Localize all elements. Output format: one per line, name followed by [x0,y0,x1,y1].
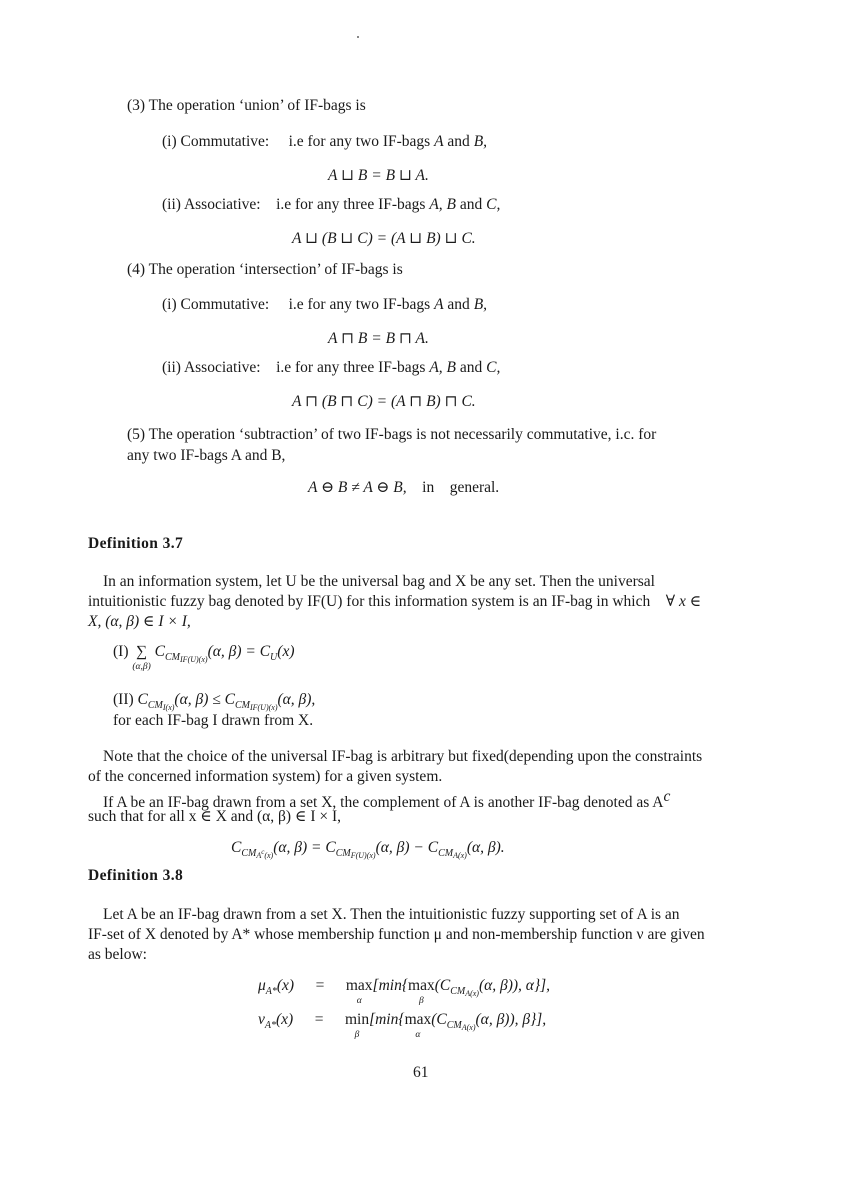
union-commutative-equation: A ⊔ B = B ⊔ A. [328,167,429,184]
item-4-ii-label: (ii) Associative: [162,359,261,376]
and-word: and [447,133,470,150]
var-a: A, [429,359,443,376]
def-3-8-line-3: as below: [88,946,147,963]
sum-index: (α,β) [132,662,151,672]
end-args: (α, β), [277,691,316,708]
equals-sign: = [315,977,325,994]
condition-2: (II) $C_{CM_{I(x)}}(\alpha$, $\beta) \le C_{CM_{IF(U)(x)}}(\alpha$, β), [113,691,316,712]
u-subscript: U [270,652,278,663]
def-3-7-line-2 [88,592,701,612]
nu-symbol: ν [258,1011,265,1028]
item-3-i-text: i.e for any two IF-bags [288,133,431,150]
item-4-ii-text: i.e for any three IF-bags [276,359,426,376]
c-symbol: C [259,643,271,660]
union-associative-equation: A ⊔ (B ⊔ C) = (A ⊔ B) ⊔ C. [292,230,476,247]
var-a: A [434,133,444,150]
beta-index: β [354,1030,360,1040]
ax-subscript: A(x) [461,1023,476,1032]
complement-equation: $C_{CM_{A^c(x)}}(\alpha$, $\beta) = C_{CM_{F(U)(x)}}(\alpha$, $\beta) - C_{CM_{A(x)}}(\alpha$, β). [231,839,505,860]
equation-args: (α, β) = [273,839,326,856]
max-alpha-operator [346,976,373,1007]
alpha-index: α [356,996,362,1006]
c-open: (C [434,977,451,994]
end-args: (α, β). [466,839,505,856]
condition-2-line-2: for each IF-bag I drawn from X. [113,712,314,729]
nu-tail: (α, β)), β}], [475,1011,547,1028]
intersection-associative-equation: A ⊓ (B ⊓ C) = (A ⊓ B) ⊓ C. [292,393,476,410]
var-c: C, [486,359,501,376]
scan-speck [357,36,359,38]
note-line-2: of the concerned information system) for a given system. [88,768,443,785]
cm-subscript: CM [446,1020,462,1031]
note-line-1: Note that the choice of the universal IF-bag is arbitrary but fixed(depending upon the constraints [103,748,703,765]
var-c: C, [486,196,501,213]
complement-superscript: c [663,788,671,805]
item-3-ii [162,195,500,215]
item-4-ii [162,358,500,378]
cm-subscript: CM [147,700,163,711]
item-4-heading: (4) The operation ‘intersection’ of IF-bags is [127,261,403,278]
cm-subscript: CM [234,700,250,711]
item-4-i-text: i.e for any two IF-bags [288,296,431,313]
ix-subscript: I(x) [162,703,175,712]
subtraction-formula: A ⊖ B ≠ A ⊖ B, [308,479,407,496]
minus-args: (α, β) − [375,839,428,856]
beta-index: β [418,996,424,1006]
ax-subscript: A(x) [453,851,467,860]
x-arg: (x) [276,977,295,994]
def-3-8-line-1: Let A be an IF-bag drawn from a set X. Then the intuitionistic fuzzy supporting set of A is an [103,906,680,923]
general-word: general. [449,479,500,496]
max-label: max [408,977,435,994]
item-4-i-label: (i) Commutative: [162,296,270,313]
def-3-7-line-3: X, (α, β) ∈ I × I, [88,613,191,630]
fu-subscript: F(U)(x) [350,851,376,860]
max-beta-operator [408,976,435,1007]
condition-2-label: (II) [113,691,134,708]
item-3-ii-label: (ii) Associative: [162,196,261,213]
min-label: min [344,1011,370,1028]
ifu-subscript: IF(U)(x) [249,703,278,712]
x-paren: (x) [264,851,274,860]
max-alpha-operator [405,1010,432,1041]
item-5-line-2: any two IF-bags A and B, [127,447,286,464]
and-word: and [459,196,483,213]
item-3-heading: (3) The operation ‘union’ of IF-bags is [127,97,366,114]
mu-equation [258,976,550,1007]
definition-3-8-title: Definition 3.8 [88,867,184,884]
page-number: 61 [413,1064,429,1081]
x-args: (x) [277,643,295,660]
nu-equation [258,1010,546,1041]
x-arg: (x) [276,1011,294,1028]
mu-symbol: μ [258,977,266,994]
item-3-i-label: (i) Commutative: [162,133,270,150]
mu-tail: (α, β)), α}], [478,977,551,994]
intersection-commutative-equation: A ⊓ B = B ⊓ A. [328,330,429,347]
cm-subscript: CM [165,652,181,663]
complement-text: If A be an IF-bag drawn from a set X, the complement of A is another IF-bag denoted as A [103,794,664,811]
subtraction-equation [308,478,499,498]
a-subscript: A [256,851,262,860]
var-a: A, [429,196,443,213]
c-open: (C [431,1011,447,1028]
def-3-7-line-2-text: intuitionistic fuzzy bag denoted by IF(U) for this information system is an IF-bag in which [88,593,651,610]
var-a: A [434,296,444,313]
max-label: max [345,977,373,994]
var-b: B [446,196,456,213]
in-word: in [422,479,435,496]
item-3-i [162,132,487,152]
min-open: [min{ [372,977,409,994]
min-beta-operator [345,1010,369,1041]
c-superscript: c [261,848,265,856]
c-symbol: C [154,643,166,660]
sum-symbol: ∑ [136,643,148,660]
def-3-8-line-2: IF-set of X denoted by A* whose membership function μ and non-membership function ν are given [88,926,705,943]
var-b: B [446,359,456,376]
complement-line-2: such that for all x ∈ X and (α, β) ∈ I × I, [88,808,342,825]
item-3-ii-text: i.e for any three IF-bags [276,196,426,213]
for-all-x-in: ∀ x ∈ [665,593,702,610]
max-label: max [404,1011,432,1028]
ax-subscript: A(x) [465,989,479,998]
and-word: and [447,296,470,313]
def-3-7-line-1: In an information system, let U be the universal bag and X be any set. Then the universal [103,573,655,590]
a-star-subscript: A* [264,1020,276,1031]
condition-1-label: (I) [113,643,129,660]
condition-1-args: (α, β) = [207,643,260,660]
item-5-line-1: (5) The operation ‘subtraction’ of two IF-bags is not necessarily commutative, i.c. for [127,426,657,443]
alpha-index: α [415,1030,421,1040]
a-star-subscript: A* [265,986,277,997]
var-b: B, [473,296,488,313]
definition-3-7-title: Definition 3.7 [88,535,184,552]
cm-subscript: CM [450,986,466,997]
min-open: [min{ [369,1011,405,1028]
condition-1 [113,642,294,673]
leq-args: (α, β) ≤ [174,691,225,708]
item-4-i [162,295,487,315]
and-word: and [459,359,483,376]
var-b: B, [473,133,488,150]
sum-operator [132,642,150,673]
ifu-subscript: IF(U)(x) [180,655,208,664]
equals-sign: = [314,1011,324,1028]
